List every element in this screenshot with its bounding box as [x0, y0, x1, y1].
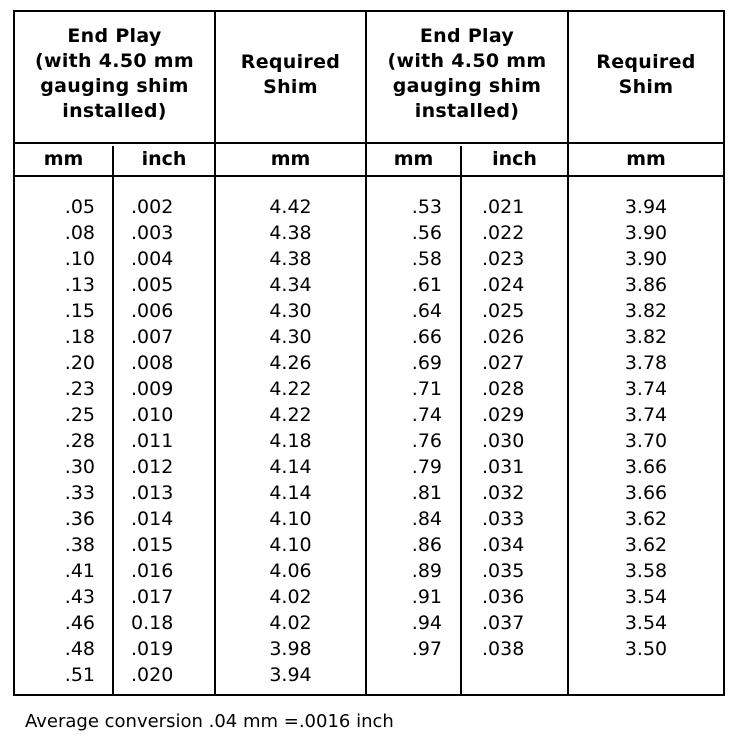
- table-cell: 4.26: [269, 352, 312, 374]
- table-cell: .005: [131, 274, 174, 296]
- table-cell: .007: [131, 326, 174, 348]
- right-endplay-header-line: installed): [414, 100, 520, 122]
- table-cell: 3.62: [624, 534, 668, 556]
- table-cell: .18: [64, 326, 95, 348]
- table-cell: .034: [482, 534, 525, 556]
- left-endplay-header: [15, 24, 214, 124]
- table-cell: 3.82: [624, 300, 668, 322]
- table-cell: 4.34: [269, 274, 312, 296]
- table-cell: .024: [482, 274, 525, 296]
- table-cell: .019: [131, 638, 174, 660]
- table-cell: .031: [482, 456, 525, 478]
- divider-right-mm-inch: [460, 146, 462, 694]
- table-cell: .012: [131, 456, 174, 478]
- right-endplay-header-line: (with 4.50 mm: [387, 50, 547, 72]
- table-cell: .035: [482, 560, 525, 582]
- table-cell: 4.22: [269, 404, 312, 426]
- table-cell: 3.66: [624, 482, 668, 504]
- table-cell: .022: [482, 222, 525, 244]
- table-cell: 3.74: [624, 404, 668, 426]
- table-cell: .20: [64, 352, 95, 374]
- left-shim-header-line: Required: [240, 51, 341, 73]
- table-cell: .028: [482, 378, 525, 400]
- table-cell: .004: [131, 248, 174, 270]
- table-cell: .010: [131, 404, 174, 426]
- table-cell: .97: [411, 638, 442, 660]
- table-cell: .94: [411, 612, 442, 634]
- table-cell: .015: [131, 534, 174, 556]
- table-cell: .41: [64, 560, 95, 582]
- right-shim-header: [569, 50, 723, 100]
- table-cell: 3.74: [624, 378, 668, 400]
- table-cell: 3.54: [624, 586, 668, 608]
- table-cell: 4.02: [269, 612, 312, 634]
- table-cell: 4.30: [269, 326, 312, 348]
- table-cell: .011: [131, 430, 174, 452]
- shim-table: [13, 10, 725, 696]
- table-cell: 3.62: [624, 508, 668, 530]
- table-cell: .023: [482, 248, 525, 270]
- table-cell: .038: [482, 638, 525, 660]
- table-cell: 4.30: [269, 300, 312, 322]
- table-cell: .016: [131, 560, 174, 582]
- right-shim-unit: mm: [626, 148, 666, 170]
- divider-units-bottom: [15, 175, 723, 177]
- table-cell: .006: [131, 300, 174, 322]
- table-cell: .25: [64, 404, 95, 426]
- table-cell: .43: [64, 586, 95, 608]
- table-cell: .029: [482, 404, 525, 426]
- left-inch-column: [131, 194, 213, 688]
- right-endplay-header-line: gauging shim: [392, 75, 542, 97]
- left-endplay-header-line: gauging shim: [40, 75, 189, 97]
- table-cell: .36: [64, 508, 95, 530]
- left-shim-header-line: Shim: [263, 76, 318, 98]
- table-cell: 3.82: [624, 326, 668, 348]
- table-cell: .30: [64, 456, 95, 478]
- divider-header-bottom: [15, 142, 723, 144]
- table-cell: .15: [64, 300, 95, 322]
- table-cell: .69: [411, 352, 442, 374]
- table-cell: .33: [64, 482, 95, 504]
- table-cell: .033: [482, 508, 525, 530]
- table-cell: .84: [411, 508, 442, 530]
- table-cell: .026: [482, 326, 525, 348]
- table-cell: .46: [64, 612, 95, 634]
- table-cell: 3.94: [269, 664, 312, 686]
- table-cell: .48: [64, 638, 95, 660]
- table-cell: .38: [64, 534, 95, 556]
- table-cell: .037: [482, 612, 525, 634]
- table-cell: .28: [64, 430, 95, 452]
- table-cell: 4.42: [269, 196, 312, 218]
- table-cell: 4.02: [269, 586, 312, 608]
- table-cell: 4.10: [269, 508, 312, 530]
- table-cell: 3.90: [624, 222, 668, 244]
- table-cell: .027: [482, 352, 525, 374]
- table-cell: 4.22: [269, 378, 312, 400]
- table-cell: .08: [64, 222, 95, 244]
- right-shim-column: [569, 194, 723, 662]
- table-cell: 3.58: [624, 560, 668, 582]
- table-cell: .003: [131, 222, 174, 244]
- table-cell: 4.38: [269, 248, 312, 270]
- left-shim-unit: mm: [270, 148, 311, 170]
- table-cell: .71: [411, 378, 442, 400]
- right-shim-header-line: Required: [596, 51, 696, 73]
- table-cell: 4.06: [269, 560, 312, 582]
- table-cell: 0.18: [131, 612, 174, 634]
- table-cell: .89: [411, 560, 442, 582]
- table-cell: 3.70: [624, 430, 668, 452]
- right-shim-header-line: Shim: [618, 76, 674, 98]
- table-cell: .53: [411, 196, 442, 218]
- table-cell: .58: [411, 248, 442, 270]
- table-cell: 4.14: [269, 456, 312, 478]
- table-cell: .61: [411, 274, 442, 296]
- table-cell: .10: [64, 248, 95, 270]
- divider-left-mm-inch: [112, 146, 114, 694]
- table-cell: .025: [482, 300, 525, 322]
- table-cell: .23: [64, 378, 95, 400]
- left-shim-header: [216, 50, 365, 100]
- left-endplay-header-line: End Play: [67, 25, 162, 47]
- left-shim-column: [216, 194, 365, 688]
- right-mm-unit: mm: [393, 148, 434, 170]
- table-cell: .64: [411, 300, 442, 322]
- table-cell: .86: [411, 534, 442, 556]
- right-endplay-header: [367, 24, 567, 124]
- table-cell: .91: [411, 586, 442, 608]
- table-cell: .009: [131, 378, 174, 400]
- table-cell: .021: [482, 196, 525, 218]
- right-inch-unit: inch: [492, 148, 537, 170]
- right-mm-column: [367, 194, 442, 662]
- table-cell: .013: [131, 482, 174, 504]
- table-cell: .032: [482, 482, 525, 504]
- right-endplay-header-line: End Play: [419, 25, 515, 47]
- table-cell: .002: [131, 196, 174, 218]
- table-cell: .036: [482, 586, 525, 608]
- table-cell: 3.94: [624, 196, 668, 218]
- table-cell: 3.98: [269, 638, 312, 660]
- table-cell: 4.18: [269, 430, 312, 452]
- left-inch-unit: inch: [141, 148, 187, 170]
- table-cell: .020: [131, 664, 174, 686]
- table-cell: .56: [411, 222, 442, 244]
- left-endplay-header-line: (with 4.50 mm: [35, 50, 194, 72]
- table-cell: 3.54: [624, 612, 668, 634]
- table-cell: .014: [131, 508, 174, 530]
- table-cell: 4.14: [269, 482, 312, 504]
- table-cell: 3.50: [624, 638, 668, 660]
- table-cell: .51: [64, 664, 95, 686]
- table-cell: 3.78: [624, 352, 668, 374]
- right-inch-column: [482, 194, 566, 662]
- conversion-footnote: Average conversion .04 mm =.0016 inch: [25, 711, 394, 732]
- table-cell: .76: [411, 430, 442, 452]
- table-cell: .79: [411, 456, 442, 478]
- table-cell: 3.90: [624, 248, 668, 270]
- table-cell: .74: [411, 404, 442, 426]
- table-cell: .008: [131, 352, 174, 374]
- table-cell: 4.10: [269, 534, 312, 556]
- table-cell: .05: [64, 196, 95, 218]
- table-cell: 4.38: [269, 222, 312, 244]
- table-cell: 3.86: [624, 274, 668, 296]
- table-cell: .66: [411, 326, 442, 348]
- table-cell: .017: [131, 586, 174, 608]
- table-cell: .030: [482, 430, 525, 452]
- left-mm-column: [15, 194, 95, 688]
- left-mm-unit: mm: [43, 148, 84, 170]
- left-endplay-header-line: installed): [62, 100, 167, 122]
- table-cell: 3.66: [624, 456, 668, 478]
- table-cell: .13: [64, 274, 95, 296]
- table-cell: .81: [411, 482, 442, 504]
